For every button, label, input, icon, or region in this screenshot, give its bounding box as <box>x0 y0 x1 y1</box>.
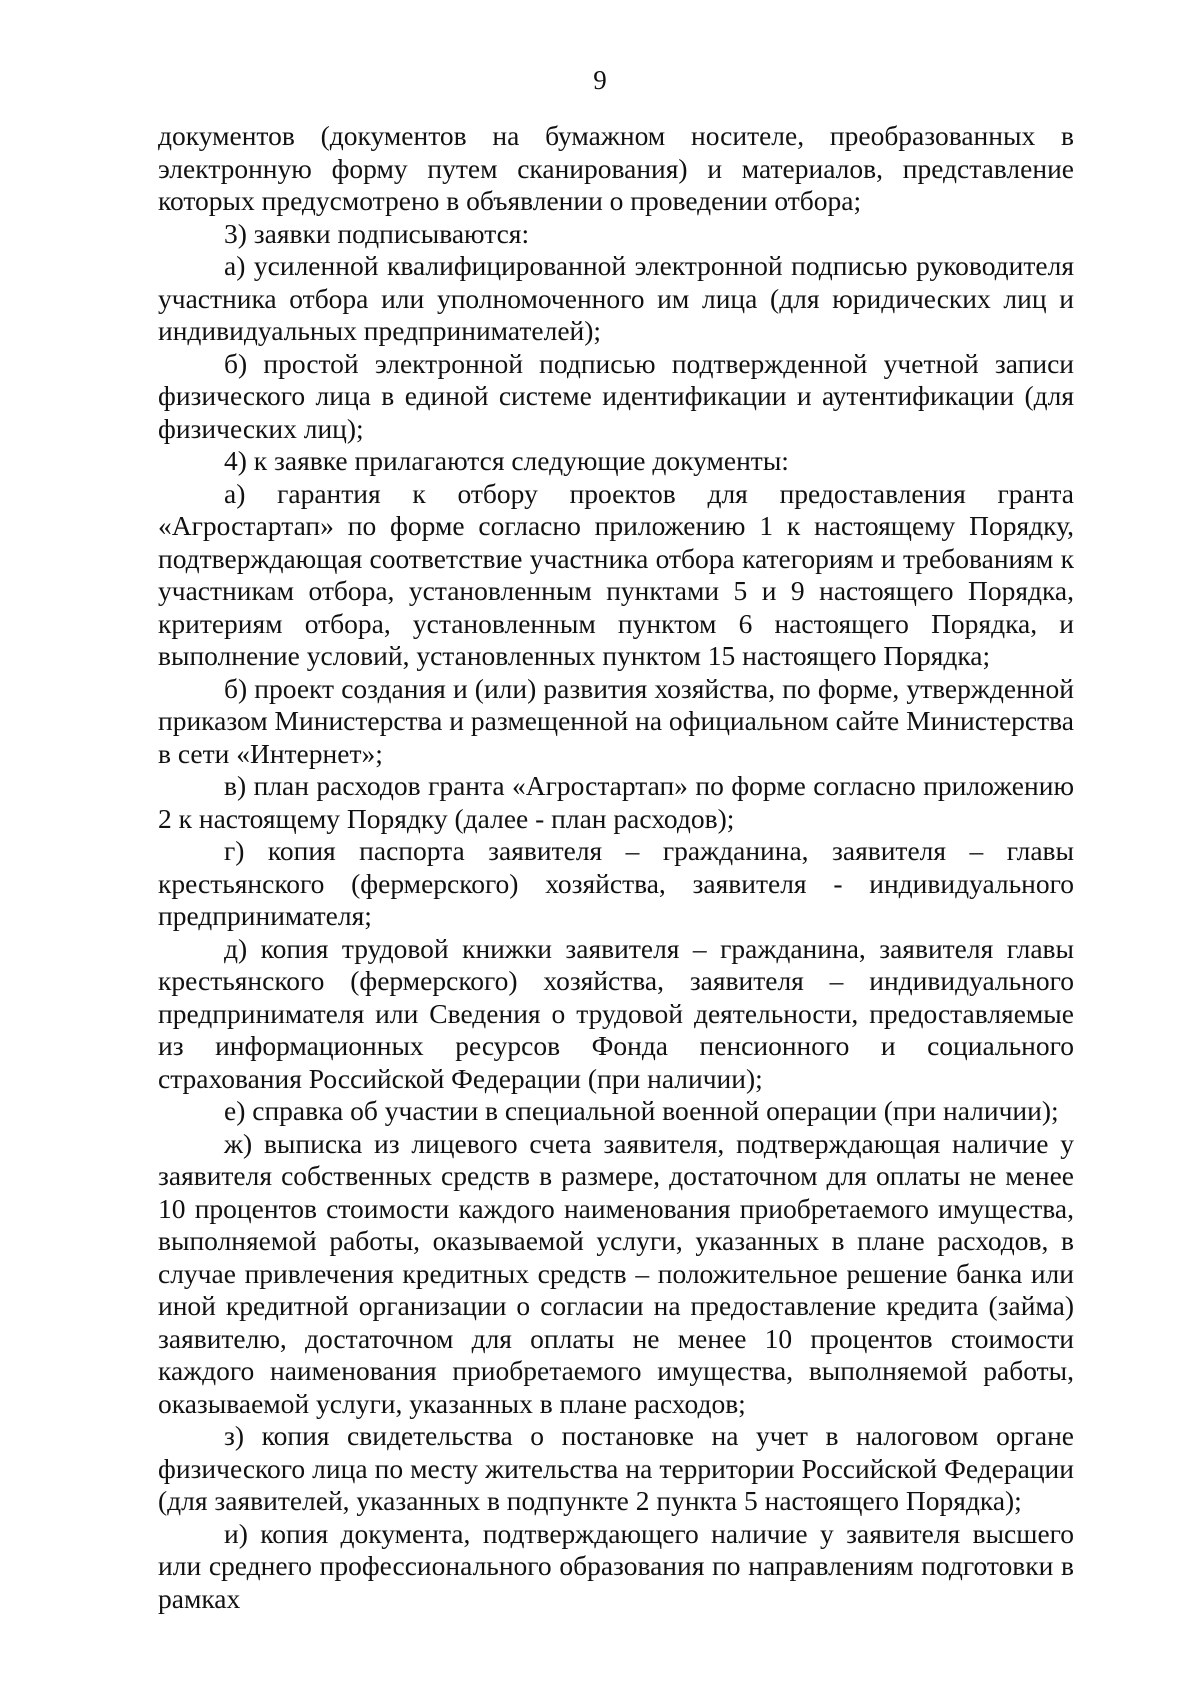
paragraph: з) копия свидетельства о постановке на учет в налоговом органе физического лица по месту жительства на территории Российской Федерации (для заявителей, указанных в подпункте 2 пункта 5 настоящего Порядка); <box>158 1420 1074 1516</box>
paragraph: и) копия документа, подтверждающего наличие у заявителя высшего или среднего профессионального образования по направлениям подготовки в рамках <box>158 1517 1074 1614</box>
paragraph: е) справка об участии в специальной военной операции (при наличии); <box>224 1095 1059 1126</box>
document-body <box>158 120 1074 1615</box>
paragraph: г) копия паспорта заявителя – гражданина, заявителя – главы крестьянского (фермерского) хозяйства, заявителя - индивидуального предпринимателя; <box>158 835 1074 931</box>
paragraph: документов (документов на бумажном носителе, преобразованных в электронную форму путем сканирования) и материалов, представление которых предусмотрено в объявлении о проведении отбора; <box>158 120 1074 216</box>
paragraph: а) усиленной квалифицированной электронной подписью руководителя участника отбора или уполномоченного им лица (для юридических лиц и индивидуальных предпринимателей); <box>158 250 1074 346</box>
paragraph: д) копия трудовой книжки заявителя – гражданина, заявителя главы крестьянского (фермерского) хозяйства, заявителя – индивидуального предпринимателя или Сведения о трудовой деятельности, предоставляемые из информационных ресурсов Фонда пенсионного и социального страхования Российской Федерации (при наличии); <box>158 932 1074 1094</box>
paragraph: б) проект создания и (или) развития хозяйства, по форме, утвержденной приказом Министерства и размещенной на официальном сайте Министерства в сети «Интернет»; <box>158 672 1074 769</box>
paragraph: а) гарантия к отбору проектов для предоставления гранта «Агростартап» по форме согласно приложению 1 к настоящему Порядку, подтверждающая соответствие участника отбора категориям и требованиям к участникам отбора, установленным пунктами 5 и 9 настоящего Порядка, критериям отбора, установленным пунктом 6 настоящего Порядка, и выполнение условий, установленных пунктом 15 настоящего Порядка; <box>158 477 1074 671</box>
paragraph: ж) выписка из лицевого счета заявителя, подтверждающая наличие у заявителя собственных средств в размере, достаточном для оплаты не менее 10 процентов стоимости каждого наименования приобретаемого имущества, выполняемой работы, оказываемой услуги, указанных в плане расходов, в случае привлечения кредитных средств – положительное решение банка или иной кредитной организации о согласии на предоставление кредита (займа) заявителю, достаточном для оплаты не менее 10 процентов стоимости каждого наименования приобретаемого имущества, выполняемой работы, оказываемой услуги, указанных в плане расходов; <box>158 1127 1074 1419</box>
paragraph: б) простой электронной подписью подтвержденной учетной записи физического лица в единой системе идентификации и аутентификации (для физических лиц); <box>158 347 1074 444</box>
paragraph: в) план расходов гранта «Агростартап» по форме согласно приложению 2 к настоящему Порядку (далее - план расходов); <box>158 770 1074 834</box>
paragraph: 3) заявки подписываются: <box>224 217 530 249</box>
page-number: 9 <box>593 65 607 95</box>
paragraph: 4) к заявке прилагаются следующие документы: <box>224 445 789 476</box>
